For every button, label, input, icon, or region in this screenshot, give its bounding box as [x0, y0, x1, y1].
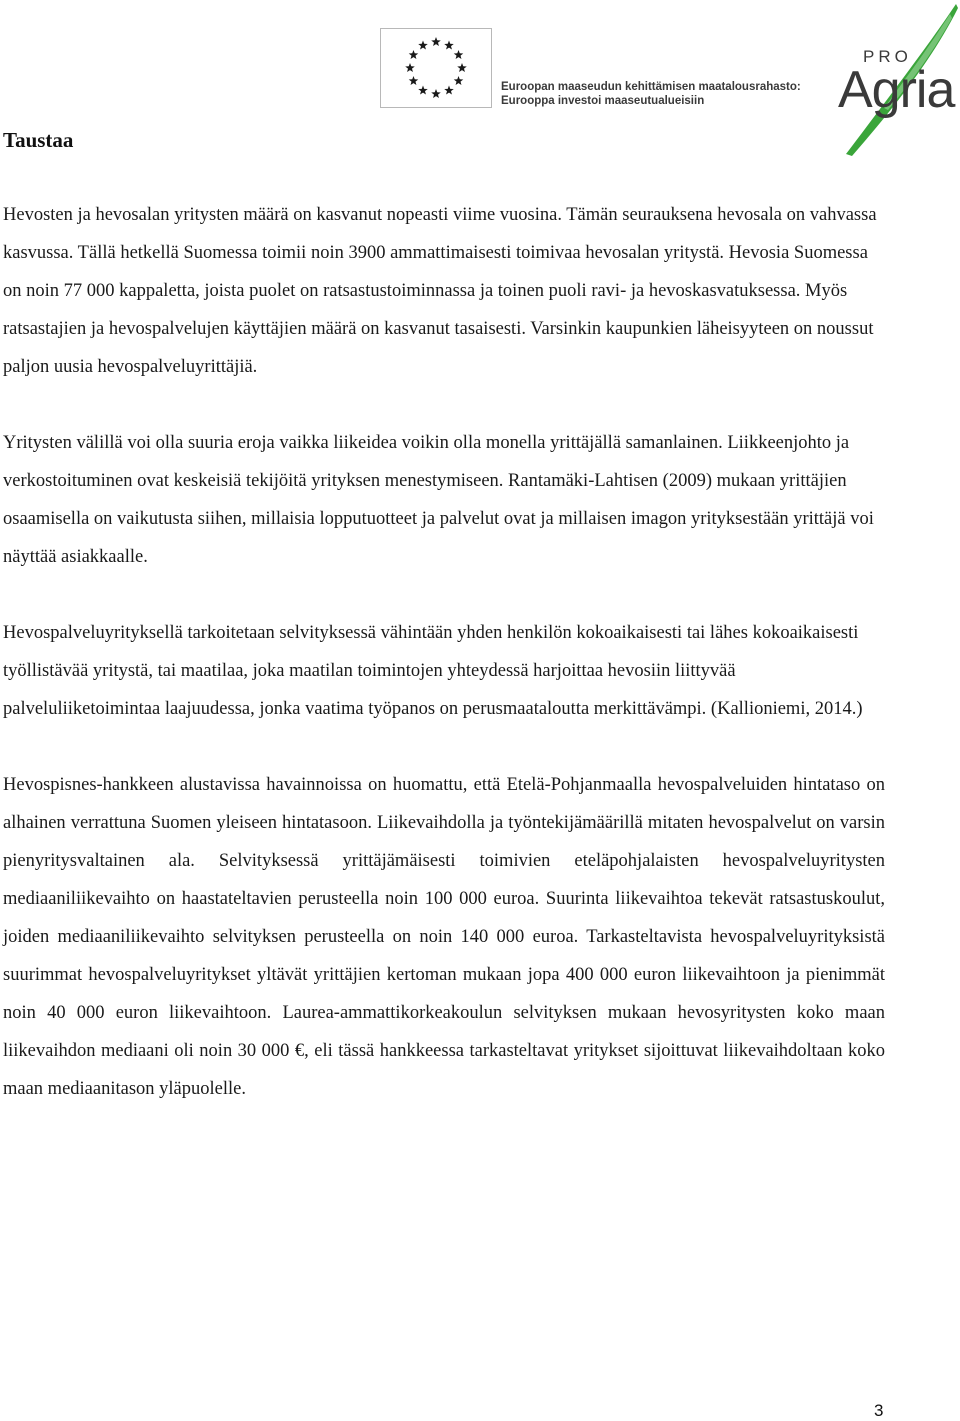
- paragraph: Hevospalveluyrityksellä tarkoitetaan selvityksessä vähintään yhden henkilön kokoaikaisesti tai lähes kokoaikaisesti työllistävää yritystä, tai maatilaa, joka maatilan toimintojen yhteydessä harjoittaa hevosiin liittyvää palveluliiketoimintaa laajuudessa, jonka vaatima työpanos on perusmaataloutta merkittävämpi. (Kallioniemi, 2014.): [3, 623, 863, 719]
- document-body: [3, 196, 885, 1108]
- eu-flag-icon: [380, 28, 492, 108]
- proagria-agria-text: Agria: [838, 61, 955, 119]
- paragraph: Hevosten ja hevosalan yritysten määrä on kasvanut nopeasti viime vuosina. Tämän seurauksena hevosala on vahvassa kasvussa. Tällä hetkellä Suomessa toimii noin 3900 ammattimaisesti toimivaa hevosalan yritystä. Hevosia Suomessa on noin 77 000 kappaletta, joista puolet on ratsastustoiminnassa ja toinen puoli ravi- ja hevoskasvatuksessa. Myös ratsastajien ja hevospalvelujen käyttäjien määrä on kasvanut tasaisesti. Varsinkin kaupunkien läheisyyteen on noussut paljon uusia hevospalveluyrittäjiä.: [3, 205, 877, 377]
- paragraph: Yritysten välillä voi olla suuria eroja vaikka liikeidea voikin olla monella yrittäjällä samanlainen. Liikkeenjohto ja verkostoituminen ovat keskeisiä tekijöitä yrityksen menestymiseen. Rantamäki-Lahtisen (2009) mukaan yrittäjien osaamisella on vaikutusta siihen, millaisia lopputuotteet ja palvelut ovat ja millaisen imagon yrityksestään yrittäjä voi näyttää asiakkaalle.: [3, 433, 874, 567]
- eu-star-icon: [444, 40, 454, 49]
- eu-star-icon: [431, 37, 441, 46]
- eu-star-icon: [409, 50, 419, 59]
- eu-star-icon: [418, 40, 428, 49]
- eu-star-icon: [454, 50, 464, 59]
- eu-text-line2: Eurooppa investoi maaseutualueisiin: [501, 95, 705, 107]
- proagria-pro-text: PRO: [863, 47, 912, 66]
- eu-funding-text: [501, 80, 801, 108]
- eu-star-icon: [405, 63, 415, 72]
- eu-star-icon: [418, 86, 428, 95]
- eu-star-icon: [444, 86, 454, 95]
- eu-star-icon: [409, 76, 419, 85]
- paragraph: Hevospisnes-hankkeen alustavissa havainnoissa on huomattu, että Etelä-Pohjanmaalla hevospalveluiden hintataso on alhainen verrattuna Suomen yleiseen hintatasoon. Liikevaihdolla ja työntekijämäärillä mitaten hevospalvelut on varsin pienyritysvaltainen ala. Selvityksessä yrittäjämäisesti toimivien eteläpohjalaisten hevospalveluyritysten mediaaniliikevaihto on haastateltavien perusteella noin 100 000 euroa. Suurinta liikevaihtoa tekevät ratsastuskoulut, joiden mediaaniliikevaihto selvityksen perusteella on noin 140 000 euroa. Tarkasteltavista hevospalveluyrityksistä suurimmat hevospalveluyritykset yltävät yrittäjien kertoman mukaan jopa 400 000 euron liikevaihtoon ja pienimmät noin 40 000 euron liikevaihtoon. Laurea-ammattikorkeakoulun selvityksen mukaan hevosyritysten koko maan liikevaihdon mediaani oli noin 30 000 €, eli tässä hankkeessa tarkasteltavat yritykset sijoittuvat liikevaihdoltaan koko maan mediaanitason yläpuolelle.: [3, 775, 885, 1099]
- eu-star-icon: [457, 63, 467, 72]
- section-title: Taustaa: [3, 128, 74, 152]
- eu-text-line1: Euroopan maaseudun kehittämisen maatalousrahasto:: [501, 81, 801, 93]
- header-logos: [0, 0, 960, 160]
- eu-star-icon: [454, 76, 464, 85]
- eu-funding-logo: [380, 28, 801, 108]
- page-number: 3: [874, 1401, 884, 1420]
- eu-star-icon: [431, 89, 441, 98]
